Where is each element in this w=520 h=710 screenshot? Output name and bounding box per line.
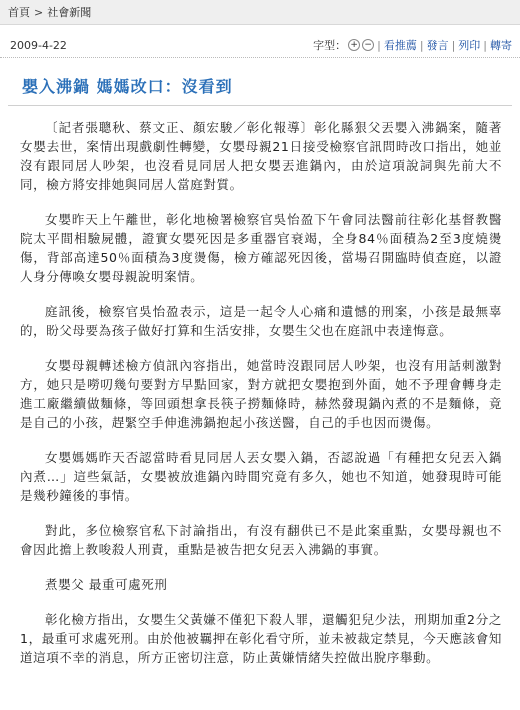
article-paragraph: 女嬰母親轉述檢方偵訊內容指出，她當時沒跟同居人吵架，也沒有用話刺激對方，她只是嘮叨幾句要對方早點回家，對方就把女嬰抱到外面，她不予理會轉身走進工廠繼續做麵條，等回頭想拿長筷子撈麵條時，赫然發現鍋內煮的不是麵條，竟是自己的小孩，趕緊空手伸進沸鍋抱起小孩送醫，自己的手也因而燙傷。 [20, 358, 502, 430]
article-meta-row [0, 33, 520, 58]
tool-divider: | [483, 38, 487, 52]
print-link[interactable]: 列印 [458, 39, 481, 52]
publish-date: 2009-4-22 [10, 38, 67, 52]
breadcrumb-home-link[interactable]: 首頁 [8, 6, 30, 19]
font-size-label: 字型： [313, 39, 347, 52]
article-paragraph: 對此，多位檢察官私下討論指出，有沒有翻供已不是此案重點，女嬰母親也不會因此擔上教唆殺人刑責，重點是被告把女兒丟入沸鍋的事實。 [20, 523, 502, 557]
breadcrumb [0, 0, 520, 25]
breadcrumb-section-link[interactable]: 社會新聞 [47, 6, 92, 19]
article-paragraph: 庭訊後，檢察官吳怡盈表示，這是一起令人心痛和遺憾的刑案，小孩是最無辜的，盼父母要為孩子做好打算和生活安排，女嬰生父也在庭訊中表達悔意。 [20, 304, 502, 338]
article-title: 嬰入沸鍋 媽媽改口：沒看到 [22, 77, 233, 96]
article-paragraph: 彰化檢方指出，女嬰生父黃嫌不僅犯下殺人罪，還觸犯兒少法，刑期加重2分之1，最重可求處死刑。由於他被羈押在彰化看守所，並未被裁定禁見，今天應該會知道這項不幸的消息，所方正密切注意，防止黃嫌情緒失控做出脫序舉動。 [20, 612, 502, 665]
tool-divider: | [419, 38, 424, 52]
article-body [0, 118, 520, 667]
article-tools [313, 37, 512, 53]
article-paragraph: 女嬰媽媽昨天否認當時看見同居人丟女嬰入鍋，否認說過「有種把女兒丟入鍋內煮…」這些氣話，女嬰被放進鍋內時間究竟有多久，她也不知道，她發現時可能是幾秒鐘後的事情。 [20, 450, 502, 503]
article-paragraph: 〔記者張聰秋、蔡文正、顏宏駿／彰化報導〕彰化縣狠父丟嬰入沸鍋案，隨著女嬰去世，案情出現戲劇性轉變，女嬰母親21日接受檢察官訊問時改口指出，她並沒有跟同居人吵架，也沒看見同居人把女嬰丟進鍋內，由於這項說詞與先前大不同，檢方將安排她與同居人當庭對質。 [20, 120, 502, 192]
title-divider [8, 105, 512, 106]
font-increase-icon[interactable]: + [348, 39, 360, 51]
forward-link[interactable]: 轉寄 [490, 39, 512, 52]
tool-divider: | [377, 38, 381, 52]
tool-divider: | [451, 38, 456, 52]
font-decrease-icon[interactable]: − [362, 39, 374, 51]
article-paragraph: 女嬰昨天上午離世，彰化地檢署檢察官吳怡盈下午會同法醫前往彰化基督教醫院太平間相驗屍體，證實女嬰死因是多重器官衰竭，全身84％面積為2至3度燒燙傷，背部高達50％面積為3度燙傷，檢方確認死因後，當場召開臨時偵查庭，以證人身分傳喚女嬰母親說明案情。 [20, 212, 502, 284]
article-subheading: 煮嬰父 最重可處死刑 [45, 577, 168, 592]
breadcrumb-separator: > [34, 5, 44, 19]
recommend-link[interactable]: 看推薦 [383, 39, 417, 52]
comment-link[interactable]: 發言 [426, 39, 449, 52]
